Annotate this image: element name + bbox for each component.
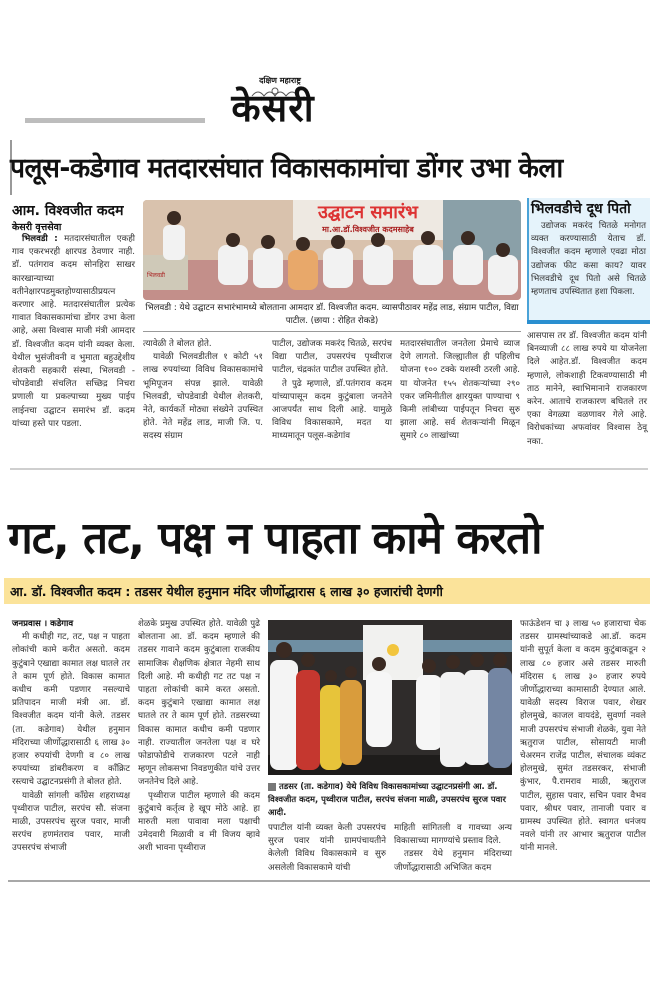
- article1-photo-banner-sub: मा.आ.डॉ.विश्वजीत कदमसाहेब: [322, 225, 414, 234]
- article1-headline: पलूस-कडेगाव मतदारसंघात विकासकामांचा डोंगर उभा केला: [10, 153, 563, 184]
- article2-column-5: [520, 618, 646, 856]
- article2-col1-p1: मी कधीही गट, तट, पक्ष न पाहता लोकांची कामे करीत असतो. कदम कुटुंबाने एखाद्या कामात लक्ष घातले तर ते काम पूर्ण होते. विकास कामात कधीच कमी पडणार नसल्याचे प्रतिपादन माजी मंत्री आ. डॉ. विश्वजीत कदम यांनी केले. तडसर (ता. कडेगाव) येथील हनुमान मंदिराच्या जीर्णोद्धारासाठी ६ लाख ३० हजार रुपयांची देणगी व ८० लाख रुपयांच्या डांबरीकरण व काँक्रिट रस्त्याचे उद्घाटनप्रसंगी ते बोलत होते.: [12, 632, 130, 788]
- article2-col5-text: फाऊंडेशन चा ३ लाख ५० हजाराचा चेक तडसर ग्रामस्थांच्याकडे आ.डॉ. कदम यांनी सुपूर्त केला व कदम कुटुंबाकडून २ लाख ८० हजार असे तडसर मारुती मंदिरास ६ लाख ३० हजार रुपये जीर्णोद्धाराच्या कामासाठी देण्यात आले. यावेळी सदस्य विराज पवार, शेखर होलमुखे, काजल वायदंडे, सुवर्णा नवले माजी उपसरपंच संभाजी शेळके, युवा नेते ऋतुराज पाटील, सोसायटी माजी चेअरमन राजेंद्र पाटील, संचालक व्यंकट होलमुखे, सुमंत तडसरकर, संभाजी कुंभार, पै.रामराव माळी, ऋतुराज पाटील, सुहास पवार, सचिन पवार वैभव पवार, श्रीधर पवार, तानाजी पवार व ग्रामस्थ उपस्थित होते. स्वागत धनंजय नवले यांनी तर आभार ऋतुराज पाटील यांनी मानले.: [520, 619, 646, 854]
- article1-caption-rule: [143, 331, 521, 332]
- article2-headline: गट, तट, पक्ष न पाहता कामे करतो: [8, 513, 542, 564]
- article2-column-2: [138, 618, 260, 856]
- article2-column-4: [394, 822, 512, 875]
- article1-col2-p1: त्यावेळी ते बोलत होते.: [143, 339, 212, 349]
- article1-photo-label: भिलवडी: [147, 272, 165, 279]
- article1-column-3: [272, 338, 392, 444]
- article2-bottom-rule: [8, 880, 650, 882]
- article2-photo-illustration: [268, 620, 512, 775]
- article1-col2-p2: यावेळी भिलवडीतील १ कोटी ५१ लाख रुपयांच्या विविध विकासकामांचे भूमिपूजन संपन्न झाले. यावेळी भिलवडी, चोपडेवाडी येथील शेतकरी, नेते, कार्यकर्ते मोठ्या संख्येने उपस्थित होते. नेते महेंद्र लाड, माजी जि. प. सदस्य संग्राम: [143, 352, 263, 442]
- article1-dateline: भिलवडी :: [22, 234, 58, 244]
- article1-photo: [143, 200, 521, 300]
- article1-col4-text: मतदारसंघातील जनतेला प्रेमाचे व्याज देणे लागतो. जिल्ह्यातील ही पहिलीच योजना १०० टक्के यशस्वी ठरली आहे. या योजनेत १५५ शेतकऱ्यांच्या २९० एकर जमिनीतील क्षारयुक्त पाण्याचा ९ किमी लांबीच्या पाईपतून निचरा सुरु झाला आहे. सर्व शेतकऱ्यांनी मिळून सुमारे ८० लाखांच्या: [400, 339, 520, 442]
- article2-column-1: [12, 618, 130, 856]
- article1-column-2: [143, 338, 263, 444]
- article1-photo-illustration: [143, 200, 521, 300]
- article1-column-5: [527, 330, 647, 449]
- article2-col4-p2: तडसर येथे हनुमान मंदिराच्या जीर्णोद्धारासाठी अभिजित कदम: [394, 849, 512, 873]
- article1-col1-text: मतदारसंघातील एकही गाव एकरभरही क्षारपड ठेवणार नाही. डॉ. पतंगराव कदम सोनहिरा साखर कारखान्याच्या वतीनेक्षारपडमुक्तहोण्यासाठीप्रयत्न करणार आहे. मतदारसंघातील प्रत्येक गावात विकासकामांचा डोंगर उभा केला आहे, असा विश्वास माजी मंत्री आमदार डॉ. विश्वजीत कदम यांनी व्यक्त केला. येथील भुसंजीवनी व भुमाता बहुउद्देशीय शेतकरी सहकारी संस्था, भिलवडी - चोपडेवाडी संचलित सच्छिद्र निचरा प्रणाली या प्रकल्पाच्या मुख्य पाईप लाईनचा उद्घाटन समारंभ डॉ. कदम यांच्या हस्ते पार पडला.: [12, 234, 136, 429]
- caption-square-icon: [268, 783, 276, 791]
- article1-col3-p2: ते पुढे म्हणाले, डॉ.पतंगराव कदम यांच्यापासून कदम कुटुंबाला जनतेने आजपर्यंत साथ दिली आहे. यामुळे विविध विकासकामे, मदत या माध्यमातून पलूस-कडेगांव: [272, 378, 392, 442]
- article2-photo-caption: [268, 780, 512, 819]
- article2-dateline: जनप्रवास । कडेगाव: [12, 619, 74, 629]
- article1-byline-name: आम. विश्वजीत कदम: [12, 203, 124, 219]
- article2-col2-p2: पृथ्वीराज पाटील म्हणाले की कदम कुटुंबाचे कर्तृत्व हे खूप मोठे आहे. हा मारुती मला पावावा मला पक्षाची उमेदवारी मिळावी व मी विजय व्हावे अशी भावना पृथ्वीराज: [138, 790, 260, 854]
- article2-photo: [268, 620, 512, 775]
- article1-sidebar-accent-bar: [527, 320, 650, 324]
- article1-bottom-rule: [10, 468, 648, 470]
- article1-column-1: [12, 233, 135, 431]
- article2-column-3: [268, 822, 386, 875]
- article1-col5-text: आसपास तर डॉ. विश्वजीत कदम यांनी बिनव्याजी ८८ लाख रुपये या योजनेला दिले आहेत.डॉ. विश्वजीत कदम म्हणाले, लोकशाही टिकवण्यासाठी मी ताठ मानेने, स्वाभिमानाने राजकारण करेन. आताचे राजकारण बघितले तर एका वेगळ्या वळणावर गेले आहे. विरोधकांच्या अफवांवर विश्वास ठेवू नका.: [527, 331, 647, 447]
- article2-col2-p1: शेळके प्रमुख उपस्थित होते. यावेळी पुढे बोलताना आ. डॉ. कदम म्हणाले की तडसर गावाने कदम कुटुंबाला राजकीय सामाजिक शैक्षणिक क्षेत्रात नेहमी साथ दिली आहे. मी कधीही गट तट पक्ष न पाहता लोकांची कामे करत असतो. कदम कुटुंबाने एखाद्या कामात लक्ष घातले तर ते काम पूर्ण होते. तडसरच्या विकास कामात कधीच कमी पडणार नाही. राज्यातील जनतेला पक्ष व घरे फोडाफोडीचे राजकारण पटले नाही म्हणून लोकसभा निवडणुकीत यांचे उत्तर जनतेनेच दिले आहे.: [138, 619, 260, 788]
- article1-sidebar-body: उद्योजक मकरंद चितळे मनोगत व्यक्त करण्यासाठी येताच डॉ. विश्वजीत कदम म्हणाले एवढा मोठा उद्योजक फीट कसा काय? यावर भिलवडीचे दूध पितो असे चितळे म्हणताच उपस्थितात हशा पिकला.: [531, 221, 646, 298]
- article1-sidebar-title: भिलवडीचे दूध पितो: [531, 201, 631, 217]
- article1-sidebar-text: [531, 220, 646, 299]
- article1-photo-banner-text: उद्घाटन समारंभ: [318, 202, 418, 223]
- masthead-edition: दक्षिण महाराष्ट्र: [259, 76, 301, 85]
- article1-col3-p1: पाटील, उद्योजक मकरंद चितळे, सरपंच विद्या पाटील, उपसरपंच पृथ्वीराज पाटील, चंद्रकांत पाटील उपस्थित होते.: [272, 339, 392, 376]
- article1-byline-service: केसरी वृत्तसेवा: [12, 222, 62, 233]
- article1-column-4: [400, 338, 520, 444]
- masthead-title: केसरी: [231, 86, 315, 130]
- masthead-rule: [25, 118, 205, 123]
- article2-subhead: आ. डॉ. विश्वजीत कदम : तडसर येथील हनुमान मंदिर जीर्णोद्धारास ६ लाख ३० हजारांची देणगी: [10, 584, 443, 599]
- article2-col1-p2: यावेळी सांगली काँग्रेस शहराध्यक्ष पृथ्वीराज पाटील, सरपंच सौ. संजना माळी, उपसरपंच सुरज पवार, माजी सरपंच हणमंतराव पवार, माजी उपसरपंच संभाजी: [12, 790, 130, 854]
- article2-col4-p1: माहिती सांगितली व गावच्या अन्य विकासाच्या मागण्यांचे प्रस्ताव दिले.: [394, 823, 512, 847]
- article1-photo-caption: भिलवडी : येथे उद्घाटन सभारंभामध्ये बोलताना आमदार डॉ. विश्वजीत कदम. व्यासपीठावर महेंद्र लाड, संग्राम पाटील, विद्या पाटील. (छाया : रोहित रोकडे): [145, 303, 519, 326]
- article2-col3-text: पपाटील यांनी व्यक्त केली उपसरपंच सुरज पवार यांनी ग्रामपंचायतीने केलेली विविध विकासकामे व सुरु असलेली विकासकामे यांची: [268, 823, 386, 873]
- article2-caption-text: तडसर (ता. कडेगाव) येथे विविध विकासकामांच्या उद्घाटनप्रसंगी आ. डॉ. विश्वजीत कदम, पृथ्वीराज पाटील, सरपंच संजना माळी, उपसरपंच सुरज पवार आदी.: [268, 781, 506, 817]
